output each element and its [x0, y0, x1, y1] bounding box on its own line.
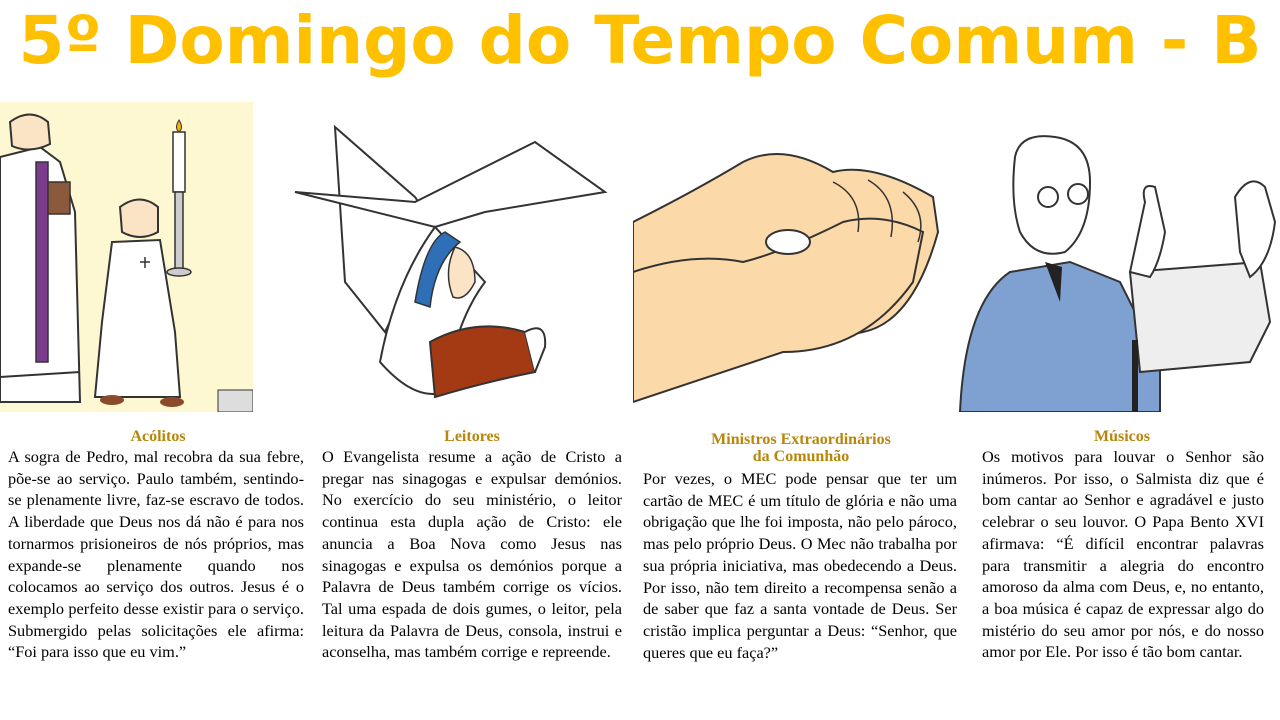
- page-title: 5º Domingo do Tempo Comum - B: [18, 2, 1262, 79]
- column-heading-musicos: Músicos: [1094, 428, 1150, 445]
- acolyte-illustration: [0, 102, 253, 412]
- column-text-musicos: Os motivos para louvar o Senhor são inúmeros. Por isso, o Salmista diz que é bom cantar ao Senhor e agradável e justo celebrar o seu louvor. O Papa Bento XVI afirmava: “É difícil encontrar palavras para transmitir a alegria do encontro amoroso da alma com Deus, e, no entanto, a boa música é capaz de expressar algo do mistério do seu amor por nós, e do nosso amor por Ele. Por isso é tão bom cantar.: [982, 447, 1264, 662]
- musician-illustration: [950, 102, 1280, 412]
- column-text-leitores: O Evangelista resume a ação de Cristo a pregar nas sinagogas e expulsar demónios. No exercício do seu ministério, o leitor continua esta dupla ação de Cristo: ele anuncia a Boa Nova como Jesus nas sinagogas e expulsa os demónios porque a Palavra de Deus também corrige os vícios. Tal uma espada de dois gumes, o leitor, pela leitura da Palavra de Deus, consola, instrui e aconselha, mas também corrige e repreende.: [322, 447, 622, 662]
- conductor-at-music-stand-icon: [950, 102, 1280, 412]
- column-text-mec: Por vezes, o MEC pode pensar que ter um cartão de MEC é um título de glória e não uma obrigação que lhe foi imposta, não pelo pároco, mas pelo próprio Deus. O Mec não trabalha por sua própria iniciativa, mas obedecendo a Deus. Por isso, não tem direito a recompensa senão a de saber que faz a santa vontade de Deus. Ser cristão implica perguntar a Deus: “Senhor, que queres que eu faça?”: [643, 469, 957, 662]
- reader-with-scroll-and-dove-icon: [285, 102, 615, 412]
- column-heading-mec-line1: Ministros Extraordinários: [711, 431, 891, 448]
- column-heading-mec-line2: da Comunhão: [752, 448, 850, 465]
- acolyte-with-candle-icon: [0, 102, 253, 412]
- hands-illustration: [633, 102, 943, 412]
- column-text-acolitos: A sogra de Pedro, mal recobra da sua febre, põe-se ao serviço. Paulo também, sentindo-se plenamente livre, faz-se escravo de todos. A liberdade que Deus nos dá não é para nos tornarmos prisioneiros de nós próprios, mas expande-se plenamente quando nos colocamos ao serviço dos outros. Jesus é o exemplo perfeito desse existir para o serviço. Submergido pelas solicitações ele afirma: “Foi para isso que eu vim.”: [8, 447, 304, 662]
- column-heading-acolitos: Acólitos: [130, 428, 186, 445]
- reader-illustration: [285, 102, 615, 412]
- column-heading-mec: [643, 431, 959, 465]
- column-heading-leitores: Leitores: [444, 428, 500, 445]
- hands-holding-host-icon: [633, 102, 943, 412]
